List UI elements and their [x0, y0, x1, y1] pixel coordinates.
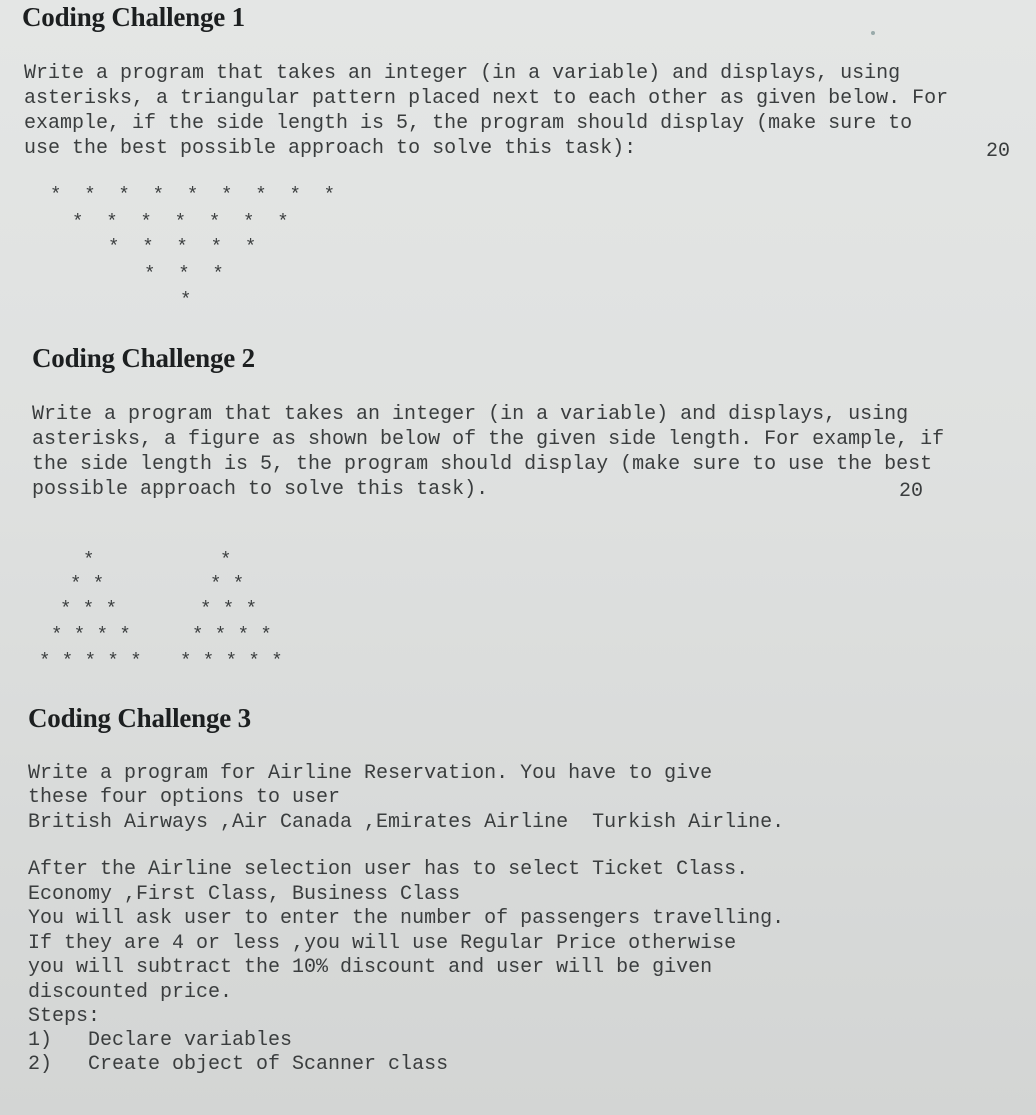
description-line: asterisks, a triangular pattern placed next to each other as given below. For [24, 87, 949, 110]
description-line: You will ask user to enter the number of passengers travelling. [28, 907, 785, 930]
pattern-row: * [220, 549, 232, 571]
description-line: British Airways ,Air Canada ,Emirates Airline Turkish Airline. [28, 811, 785, 834]
pattern-row: * * * * * [108, 236, 257, 258]
description-line: Write a program that takes an integer (in a variable) and displays, using [32, 403, 909, 426]
description-line: asterisks, a figure as shown below of the given side length. For example, if [32, 428, 945, 451]
pattern-row: * * * * * * * [72, 211, 289, 233]
description-line: Economy ,First Class, Business Class [28, 883, 461, 906]
dust-speck [871, 31, 875, 35]
pattern-row: * * * * * * * * * [50, 184, 336, 206]
pattern-row: * * * * [192, 624, 272, 646]
pattern-row: * [180, 289, 192, 311]
description-line: Steps: [28, 1005, 101, 1028]
description-line: use the best possible approach to solve this task): [24, 137, 637, 160]
challenge-3-title: Coding Challenge 3 [28, 703, 251, 733]
pattern-row: * [83, 549, 95, 571]
description-line: After the Airline selection user has to select Ticket Class. [28, 858, 749, 881]
challenge-2-points: 20 [899, 480, 924, 503]
pattern-row: * * [210, 573, 245, 595]
pattern-row: * * * * [51, 624, 131, 646]
challenge-2-title: Coding Challenge 2 [32, 343, 255, 373]
description-line: possible approach to solve this task). [32, 478, 489, 501]
step-item: 1) Declare variables [28, 1029, 293, 1052]
pattern-row: * * * * * [39, 650, 142, 672]
description-line: discounted price. [28, 981, 233, 1004]
description-line: these four options to user [28, 786, 341, 809]
description-line: example, if the side length is 5, the program should display (make sure to [24, 112, 913, 135]
challenge-1-title: Coding Challenge 1 [22, 2, 245, 32]
pattern-row: * * * [200, 598, 258, 620]
challenge-1-points: 20 [986, 140, 1011, 163]
step-item: 2) Create object of Scanner class [28, 1053, 449, 1076]
description-line: you will subtract the 10% discount and user will be given [28, 956, 713, 979]
description-line: Write a program for Airline Reservation. You have to give [28, 762, 713, 785]
pattern-row: * * * [60, 598, 118, 620]
description-line: the side length is 5, the program should display (make sure to use the best [32, 453, 933, 476]
pattern-row: * * * * * [180, 650, 283, 672]
pattern-row: * * [70, 573, 105, 595]
description-line: If they are 4 or less ,you will use Regular Price otherwise [28, 932, 737, 955]
pattern-row: * * * [144, 263, 224, 285]
description-line: Write a program that takes an integer (in a variable) and displays, using [24, 62, 901, 85]
